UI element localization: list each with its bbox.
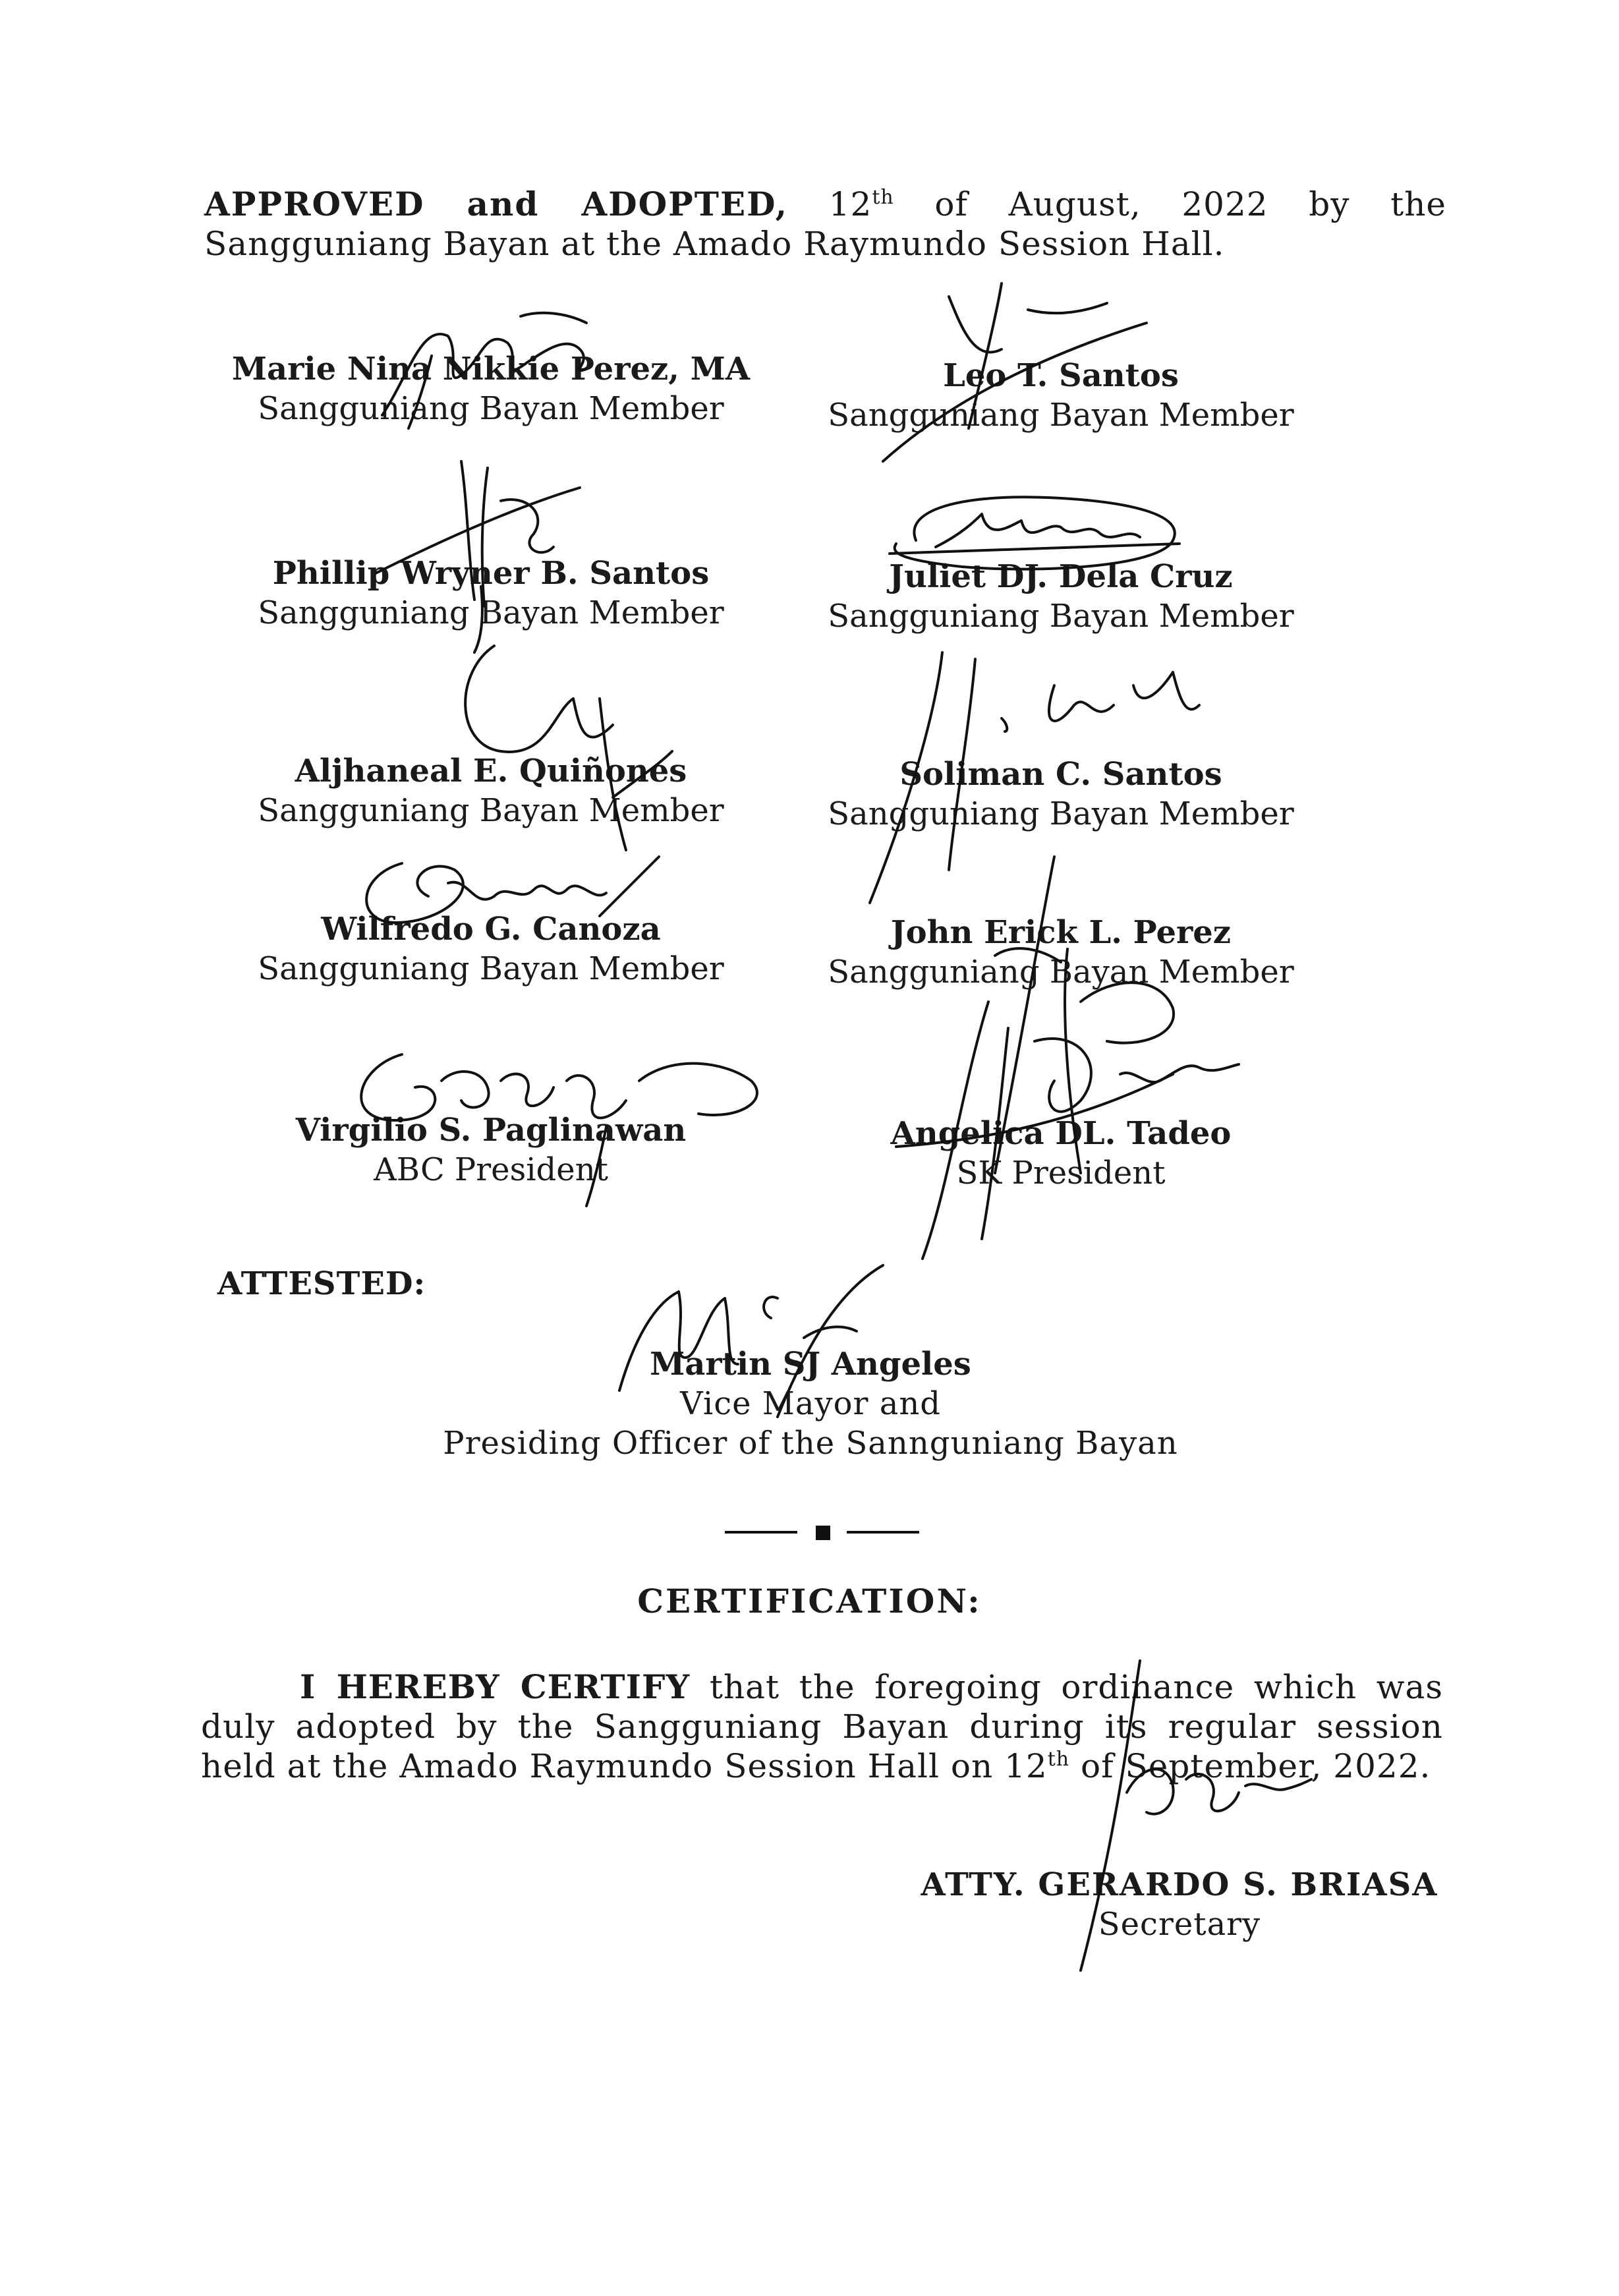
signatory-title: SK President [956, 1155, 1166, 1191]
certification-heading: CERTIFICATION: [637, 1582, 982, 1621]
certification-body [201, 1667, 1443, 1786]
signatory-name: Soliman C. Santos [899, 756, 1222, 793]
secretary-name: ATTY. GERARDO S. BRIASA [921, 1866, 1438, 1903]
presiding-officer-title-line2: Presiding Officer of the Sannguniang Bayan [443, 1425, 1178, 1462]
signatory-title: Sangguniang Bayan Member [258, 792, 724, 829]
signatory-name: Marie Nina Nikkie Perez, MA [231, 351, 751, 387]
signatory-name: Angelica DL. Tadeo [890, 1115, 1232, 1152]
signatory-title: ABC President [374, 1151, 608, 1188]
approval-day: 12 [828, 185, 872, 223]
signatory-title: Sangguniang Bayan Member [258, 594, 724, 631]
secretary-title: Secretary [1098, 1906, 1261, 1943]
approval-day-suffix: th [872, 186, 894, 209]
approval-rest: of August, 2022 by the Sangguniang Bayan at the Amado Raymundo Session Hall. [204, 185, 1446, 263]
presiding-officer-block [369, 1344, 1252, 1463]
signatory-block [194, 1110, 787, 1190]
approval-statement [204, 185, 1446, 264]
signatory-block [764, 755, 1357, 834]
signatory-block [764, 913, 1357, 992]
signatory-title: Sangguniang Bayan Member [828, 795, 1294, 832]
certification-lead: I HEREBY CERTIFY [300, 1667, 691, 1706]
signatory-name: Juliet DJ. Dela Cruz [889, 558, 1233, 595]
presiding-officer-title-line1: Vice Mayor and [680, 1385, 941, 1422]
approval-lead: APPROVED and ADOPTED, [204, 185, 789, 223]
signatory-block [764, 1114, 1357, 1193]
signatory-name: Wilfredo G. Canoza [321, 911, 661, 948]
certification-text-part2: of September, 2022. [1081, 1747, 1431, 1785]
presiding-officer-name: Martin SJ Angeles [650, 1346, 971, 1383]
signatory-block [194, 751, 787, 830]
signatory-title: Sangguniang Bayan Member [258, 390, 724, 427]
attested-label: ATTESTED: [217, 1265, 426, 1302]
signatory-block [194, 909, 787, 989]
signatory-name: Virgilio S. Paglinawan [295, 1112, 687, 1149]
signatory-block [194, 349, 787, 428]
signatory-block [194, 554, 787, 633]
certification-day-suffix: th [1047, 1748, 1070, 1771]
signatory-block [764, 356, 1357, 435]
section-divider [725, 1522, 923, 1542]
signatory-title: Sangguniang Bayan Member [828, 954, 1294, 990]
signatory-title: Sangguniang Bayan Member [258, 950, 724, 987]
signatory-name: Phillip Wryner B. Santos [272, 555, 710, 592]
signatory-block [764, 557, 1357, 636]
secretary-block [883, 1865, 1476, 1944]
signatory-name: Leo T. Santos [943, 357, 1179, 394]
signatory-title: Sangguniang Bayan Member [828, 397, 1294, 434]
signatory-name: Aljhaneal E. Quiñones [295, 753, 687, 789]
certification-text-part1: that the foregoing ordinance which was duly adopted by the Sangguniang Bayan during its regular session held at the Amado Raymundo Session Hall on 12 [201, 1668, 1443, 1785]
signatory-name: John Erick L. Perez [890, 914, 1232, 951]
signatory-title: Sangguniang Bayan Member [828, 598, 1294, 635]
